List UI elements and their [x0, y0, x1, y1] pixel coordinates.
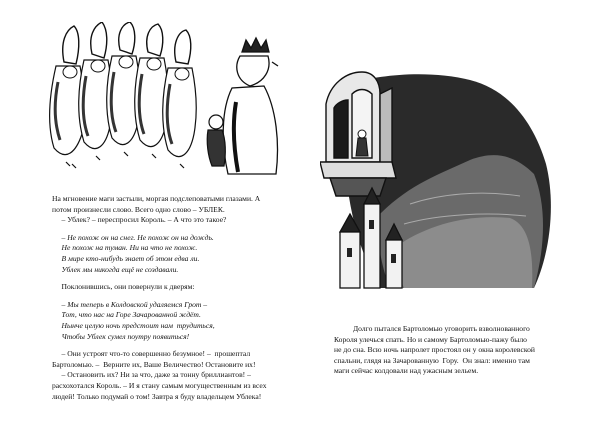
magicians-and-king-ink-illustration-icon	[36, 22, 282, 182]
verse-line: – Не похож он на снег. Не похож он на дождь.	[52, 232, 214, 242]
text-line: Короля улечься спать. Но и самому Бартоломью-пажу было	[334, 334, 527, 344]
verse-line: В мире кто-нибудь знает об этом едва ли.	[52, 253, 200, 263]
left-page-text	[52, 194, 292, 402]
text-line: потом произнесли слово. Всего одно слово – УБЛЕК.	[52, 204, 225, 214]
text-line: – Ублек? – переспросил Король. – А что это такое?	[52, 215, 227, 225]
castle-window-mountain-illustration	[320, 64, 576, 300]
text-line: – Они устроят что-то совершенно безумное! – прошептал	[52, 349, 251, 359]
verse-line: Не похож на туман. Ни на что не похож.	[52, 243, 198, 253]
text-line: Долго пытался Бартоломью уговорить взволнованного	[334, 324, 530, 333]
right-page-text	[334, 324, 584, 377]
castle-window-enchanted-mountain-ink-illustration-icon	[320, 64, 576, 300]
paragraph-gap	[52, 275, 292, 282]
text-line: людей! Только подумай о том! Завтра я буду владельцем Ублека!	[52, 391, 262, 401]
magicians-and-king-illustration	[36, 22, 282, 182]
text-line: – Остановить их? Ни за что, даже за тонну бриллиантов! –	[52, 370, 251, 380]
text-line: спальни, глядя на Зачарованную Гору. Он знал: именно там	[334, 355, 530, 365]
paragraph-gap	[52, 342, 292, 349]
right-page	[300, 0, 600, 424]
text-line: На мгновение маги застыли, моргая подслеповатыми глазами. А	[52, 194, 261, 203]
verse-line: Ублек мы никогда ещё не создавали.	[52, 264, 179, 274]
text-line: не до сна. Всю ночь напролет простоял он у окна королевской	[334, 345, 535, 355]
text-line: маги сейчас колдовали над ужасным зельем.	[334, 366, 479, 376]
text-line: Бартоломью. – Верните их, Ваше Величество! Остановите их!	[52, 359, 256, 369]
verse-line: Нынче целую ночь предстоит нам трудиться,	[52, 320, 215, 330]
text-line: расхохотался Король. – И я стану самым могущественным из всех	[52, 380, 267, 390]
verse-line: – Мы теперь в Колдовской удаляемся Грот –	[52, 299, 208, 309]
verse-line: Тот, что нас на Горе Зачарованной ждёт.	[52, 310, 201, 320]
paragraph-gap	[52, 226, 292, 233]
verse-line: Чтобы Ублек сумел поутру появиться!	[52, 331, 190, 341]
text-line: Поклонившись, они повернули к дверям:	[52, 282, 195, 292]
paragraph-gap	[52, 293, 292, 300]
